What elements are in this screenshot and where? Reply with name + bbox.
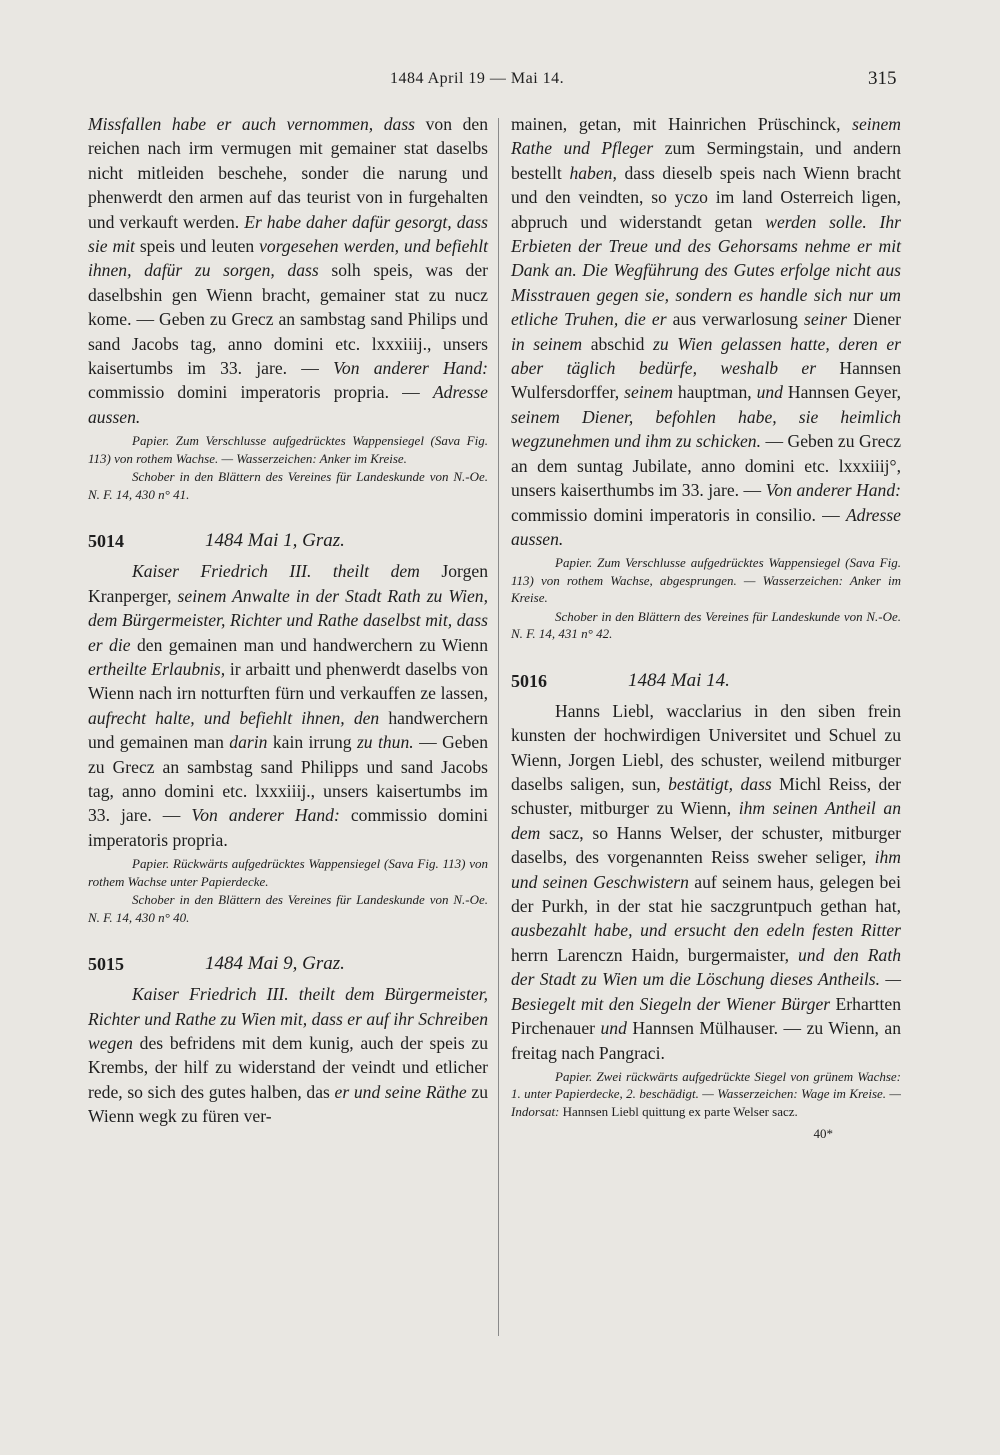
entry-5014-note-source: Schober in den Blättern des Vereines für Landeskunde von N.-Oe. N. F. 14, 430 n° 40. (88, 892, 488, 925)
entry-5014-note-paper: Papier. Rückwärts aufgedrücktes Wappensiegel (Sava Fig. 113) von rothem Wachse unter Papierdecke. (88, 856, 488, 889)
page-header (0, 70, 1000, 100)
entry-date: 1484 Mai 9, Graz. (205, 953, 345, 975)
entry-date: 1484 Mai 1, Graz. (205, 530, 345, 552)
running-head: 1484 April 19 — Mai 14. (390, 70, 565, 87)
entry-5016-text: Hanns Liebl, wacclarius in den siben frein kunsten der hochwirdigen Universitet und Schuel zu Wienn, Jorgen Liebl, des schuster, weilend mitburger daselbs saligen, sun, bestätigt, dass Michl Reiss, der schuster, mitburger zu Wienn, ihm seinen Antheil an dem sacz, so Hanns Welser, der schuster, mitburger daselbs, des vorgenannten Reiss sweher seliger, ihm und seinen Geschwistern auf seinem haus, gelegen bei der Purkh, in der stat hie saczgruntpuch gethan hat, ausbezahlt habe, und ersucht den edeln festen Ritter herrn Larenczn Haidn, burgermaister, und den Rath der Stadt zu Wien um die Löschung dieses Antheils. — Besiegelt mit den Siegeln der Wiener Bürger Erhartten Pirchenauer und Hannsen Mülhauser. — zu Wienn, an freitag nach Pangraci. (511, 700, 902, 1063)
entry-5015-note-paper: Papier. Zum Verschlusse aufgedrücktes Wappensiegel (Sava Fig. 113) von rothem Wachse, abgesprungen. — Wasserzeichen: Anker im Kreise. (511, 555, 901, 606)
entry-number: 5016 (511, 670, 547, 691)
carryover-note-paper: Papier. Zum Verschlusse aufgedrücktes Wappensiegel (Sava Fig. 113) von rothem Wachse. — Wasserzeichen: Anker im Kreise. (88, 433, 488, 466)
entry-number: 5014 (88, 531, 124, 552)
indorsat-text: Hannsen Liebl quittung ex parte Welser sacz. (562, 1103, 798, 1119)
right-column (511, 112, 901, 1147)
entry-5015-text: Kaiser Friedrich III. theilt dem Bürgermeister, Richter und Rathe zu Wien mit, dass er auf ihr Schreiben wegen des befridens mit dem kunig, auch der speis zu Krembs, der hilf zu widerstand der veindt und etlicher rede, so sich des gutes halben, das er und seine Räthe zu Wienn wegk zu füren ver- (88, 984, 488, 1127)
carryover-note-source: Schober in den Blättern des Vereines für Landeskunde von N.-Oe. N. F. 14, 430 n° 41. (88, 469, 488, 502)
entry-5016-heading (511, 669, 901, 695)
entry-5014-text: Kaiser Friedrich III. theilt dem Jorgen Kranperger, seinem Anwalte in der Stadt Rath zu Wien, dem Bürgermeister, Richter und Rathe daselbst mit, dass er die den gemainen man und handwerchern zu Wienn ertheilte Erlaubnis, ir arbaitt und phenwerdt daselbs von Wienn nach irn notturften fürn und verkauffen ze lassen, aufrecht halte, und befiehlt ihnen, den handwerchern und gemainen man darin kain irrung zu thun. — Geben zu Grecz an sambstag sand Philipps und sand Jacobs tag, anno domini etc. lxxxiiij., unsers kaisertumbs im 33. jare. — Von anderer Hand: commissio domini imperatoris propria. (88, 561, 489, 850)
entry-5015-note-source: Schober in den Blättern des Vereines für Landeskunde von N.-Oe. N. F. 14, 431 n° 42. (511, 608, 901, 642)
left-column (88, 112, 488, 1129)
sheet-signature: 40* (813, 1126, 833, 1142)
entry-number: 5015 (88, 954, 124, 975)
entry-5015-continuation: mainen, getan, mit Hainrichen Prüschinck, seinem Rathe und Pfleger zum Sermingstain, und andern bestellt haben, dass dieselb speis nach Wienn bracht und den veindten, so yczo im land Osterreich ligen, abpruch und widerstandt getan werden solle. Ihr Erbieten der Treue und des Gehorsams nehme er mit Dank an. Die Wegführung des Gutes erfolge nicht aus Misstrauen gegen sie, sondern es handle sich nur um etliche Truhen, die er aus verwarlosung seiner Diener in seinem abschid zu Wien gelassen hatte, deren er aber täglich bedürfe, weshalb er Hannsen Wulfersdorffer, seinem hauptman, und Hannsen Geyer, seinem Diener, befohlen habe, sie heimlich wegzunehmen und ihm zu schicken. — Geben zu Grecz an dem suntag Jubilate, anno domini etc. lxxxiiij°, unsers kaiserthumbs im 33. jare. — Von anderer Hand: commissio domini imperatoris in consilio. — Adresse aussen. (511, 114, 902, 549)
page-number: 315 (868, 68, 897, 89)
entry-5016-note-paper: Papier. Zwei rückwärts aufgedrückte Siegel von grünem Wachse: 1. unter Papierdecke, 2. beschädigt. — Wasserzeichen: Wage im Kreise. — Indorsat: Hannsen Liebl quittung ex parte Welser sacz. (511, 1068, 901, 1119)
entry-date: 1484 Mai 14. (628, 669, 730, 691)
entry-5015-heading (88, 952, 488, 978)
column-divider (498, 118, 499, 1336)
carryover-paragraph: Missfallen habe er auch vernommen, dass von den reichen nach irm vermugen mit gemainer stat daselbs nicht mitleiden beschehe, sonder die narung und phenwerdt den armen auf das teurist von in furgehalten und verkauft werden. Er habe daher dafür gesorgt, dass sie mit speis und leuten vorgesehen werden, und befiehlt ihnen, dafür zu sorgen, dass solh speis, was der daselbshin gen Wienn bracht, gemainer stat zu nucz kome. — Geben zu Grecz an sambstag sand Philips und sand Jacobs tag, anno domini etc. lxxxiiij., unsers kaisertumbs im 33. jare. — Von anderer Hand: commissio domini imperatoris propria. — Adresse aussen. (88, 114, 489, 427)
entry-5014-heading (88, 529, 488, 555)
